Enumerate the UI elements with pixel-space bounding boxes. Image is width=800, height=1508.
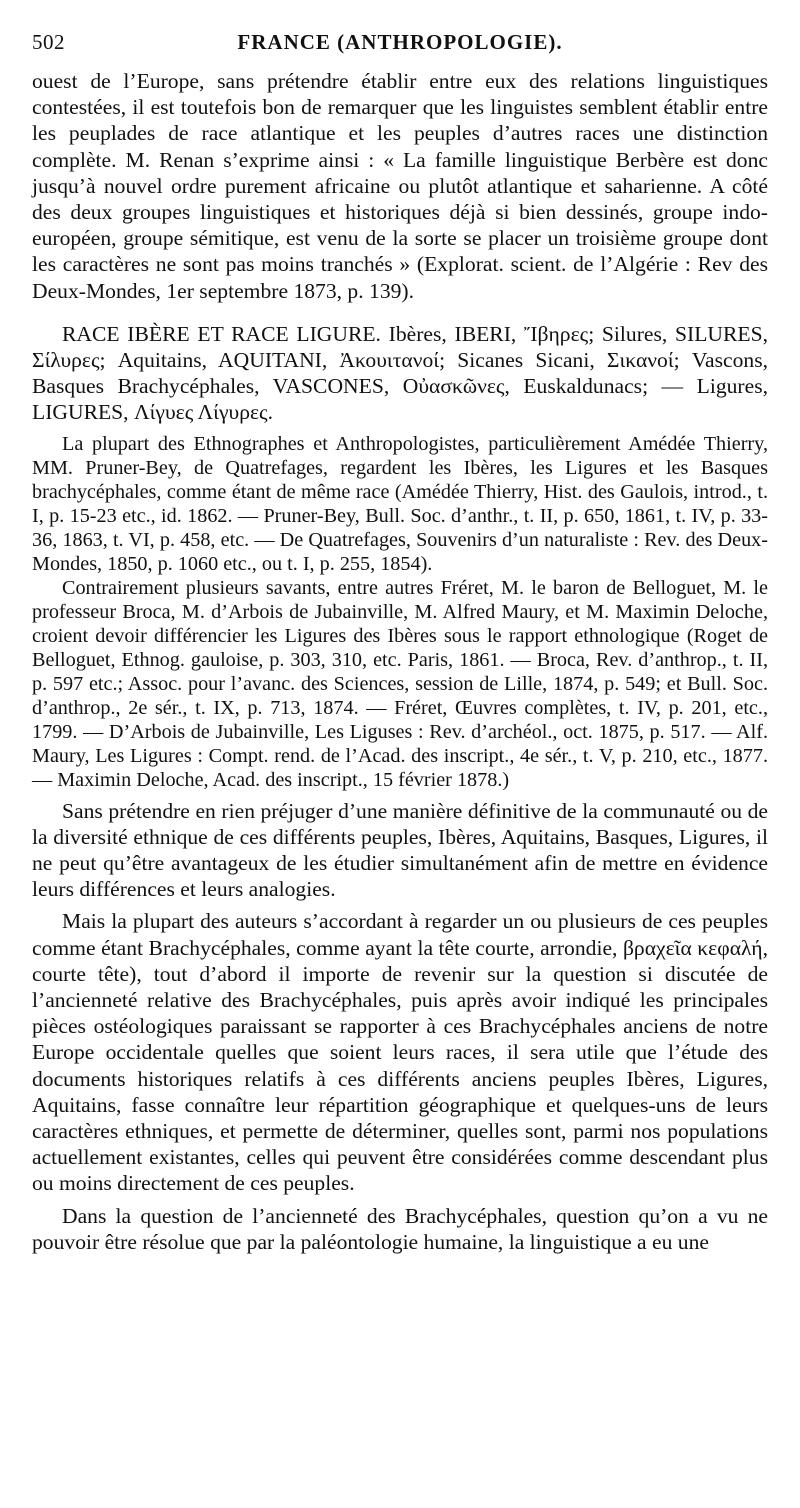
paragraph-anciennete: Dans la question de l’ancienneté des Brachycéphales, question qu’on a vu ne pouvoir être résolue que par la paléontologie humaine, la linguistique a eu une: [32, 1203, 768, 1254]
paragraph-ethnographes: La plupart des Ethnographes et Anthropologistes, particulièrement Amédée Thierry, MM. Pruner-Bey, de Quatrefages, regardent les Ibères, les Ligures et les Basques brachycéphales, comme étant de même race (Amédée Thierry, Hist. des Gaulois, introd., t. I, p. 15-23 etc., id. 1862. — Pruner-Bey, Bull. Soc. d’anthr., t. II, p. 650, 1861, t. IV, p. 33-36, 1863, t. VI, p. 458, etc. — De Quatrefages, Souvenirs d’un naturaliste : Rev. des Deux-Mondes, 1850, p. 1060 etc., ou t. I, p. 255, 1854).: [32, 432, 768, 575]
section-heading-race-ibere-ligure: RACE IBÈRE ET RACE LIGURE. Ibères, IBERI, Ἴβηρες; Silures, SILURES, Σίλυρες; Aquitains, AQUITANI, Ἀκουιτανοί; Sicanes Sicani, Σικανοί; Vascons, Basques Brachycéphales, VASCONES, Οὐασκῶνες, Euskaldunacs; — Ligures, LIGURES, Λίγυες Λίγυρες.: [32, 321, 768, 425]
page-number: 502: [32, 30, 65, 54]
running-title: FRANCE (ANTHROPOLOGIE).: [237, 30, 563, 54]
paragraph-continuation: ouest de l’Europe, sans prétendre établir entre eux des relations linguistiques contestées, il est toutefois bon de remarquer que les linguistes semblent établir entre les peuplades de race atlantique et les peuples d’autres races une distinction complète. M. Renan s’exprime ainsi : « La famille linguistique Berbère est donc jusqu’à nouvel ordre purement africaine ou plutôt atlantique et saharienne. A côté des deux groupes linguistiques et historiques déjà si bien dessinés, groupe indo-européen, groupe sémitique, est venu de la sorte se placer un troisième groupe dont les caractères ne sont pas moins tranchés » (Explorat. scient. de l’Algérie : Rev des Deux-Mondes, 1er septembre 1873, p. 139).: [32, 69, 768, 303]
paragraph-brachycephales: Mais la plupart des auteurs s’accordant à regarder un ou plusieurs de ces peuples comme étant Brachycéphales, comme ayant la tête courte, arrondie, βραχεῖα κεφαλή, courte tête), tout d’abord il importe de revenir sur la question si discutée de l’ancienneté relative des Brachycéphales, puis après avoir indiqué les principales pièces ostéologiques paraissant se rapporter à ces Brachycéphales anciens de notre Europe occidentale quelles que soient leurs races, il sera utile que l’étude des documents historiques relatifs à ces différents anciens peuples Ibères, Ligures, Aquitains, fasse connaître leur répartition géographique et quelques-uns de leurs caractères ethniques, et permette de déterminer, quelles sont, parmi nos populations actuellement existantes, celles qui peuvent être considérées comme descendant plus ou moins directement de ces peuples.: [32, 909, 768, 1196]
page-header: [30, 22, 770, 62]
paragraph-sans-pretendre: Sans prétendre en rien préjuger d’une manière définitive de la communauté ou de la diversité ethnique de ces différents peuples, Ibères, Aquitains, Basques, Ligures, il ne peut qu’être avantageux de les étudier simultanément afin de mettre en évidence leurs différences et leurs analogies.: [32, 798, 768, 902]
page-body: [32, 68, 768, 1255]
paragraph-contrairement: Contrairement plusieurs savants, entre autres Fréret, M. le baron de Belloguet, M. le professeur Broca, M. d’Arbois de Jubainville, M. Alfred Maury, et M. Maximin Deloche, croient devoir différencier les Ligures des Ibères sous le rapport ethnologique (Roget de Belloguet, Ethnog. gauloise, p. 303, 310, etc. Paris, 1861. — Broca, Rev. d’anthrop., t. II, p. 597 etc.; Assoc. pour l’avanc. des Sciences, session de Lille, 1874, p. 549; et Bull. Soc. d’anthrop., 2e sér., t. IX, p. 713, 1874. — Fréret, Œuvres complètes, t. IV, p. 201, etc., 1799. — D’Arbois de Jubainville, Les Liguses : Rev. d’archéol., oct. 1875, p. 517. — Alf. Maury, Les Ligures : Compt. rend. de l’Acad. des inscript., 4e sér., t. V, p. 210, etc., 1877. — Maximin Deloche, Acad. des inscript., 15 février 1878.): [32, 576, 768, 791]
